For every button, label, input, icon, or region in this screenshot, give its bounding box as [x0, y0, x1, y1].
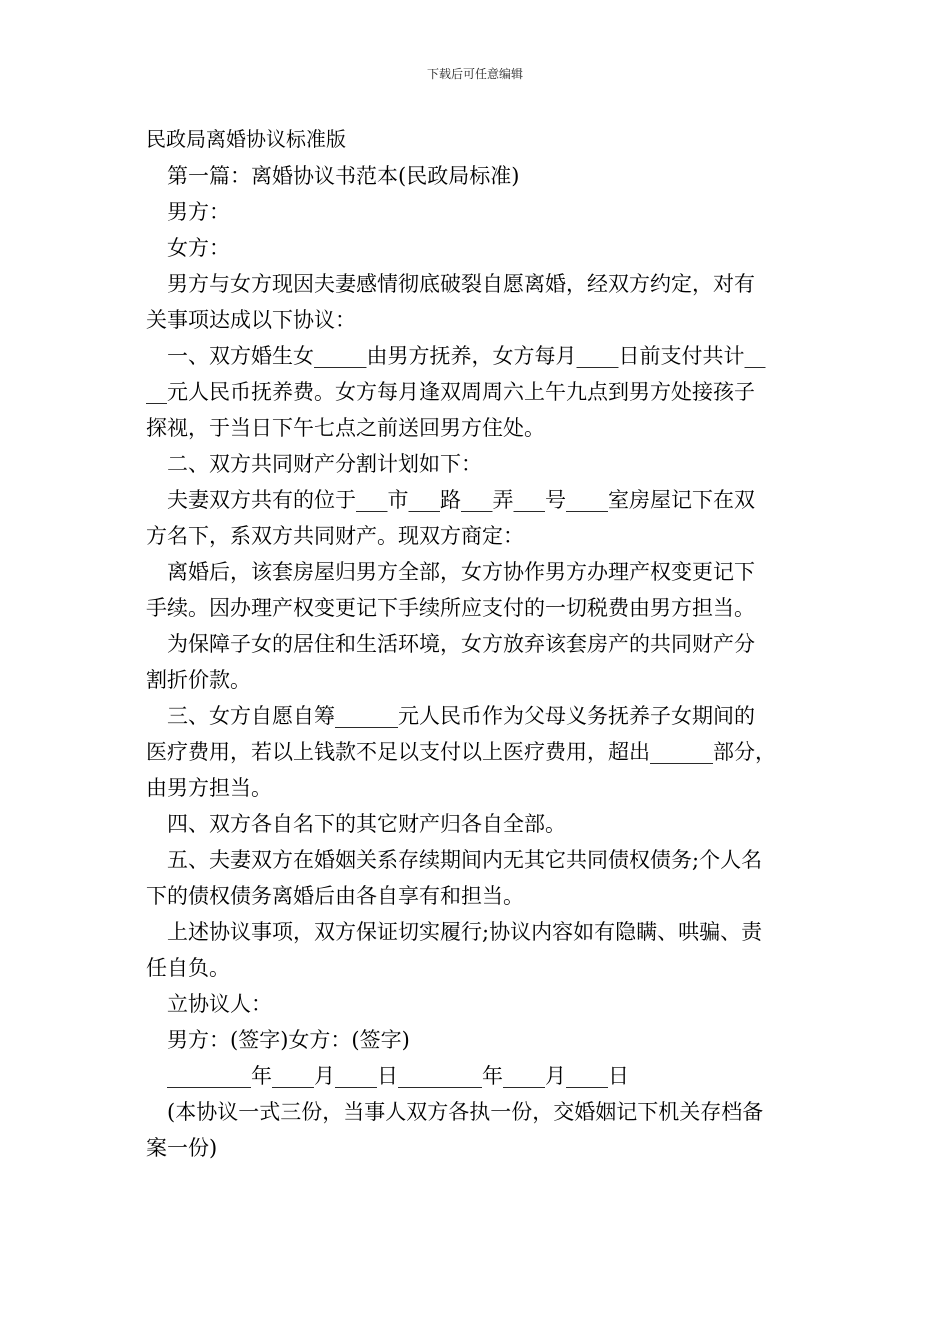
- clause-2-house-line-2: 方名下，系双方共同财产。现双方商定：: [146, 524, 524, 548]
- document-title: 民政局离婚协议标准版: [146, 127, 346, 151]
- clause-2-house-line-1: 夫妻双方共有的位于___市___路___弄___号____室房屋记下在双: [167, 488, 755, 512]
- clause-1-line-2: __元人民币抚养费。女方每月逢双周周六上午九点到男方处接孩子: [146, 380, 755, 404]
- signature-line: 男方：(签字)女方：(签字): [167, 1028, 410, 1052]
- clause-2-children-line-2: 割折价款。: [146, 668, 251, 692]
- document-subtitle: 第一篇：离婚协议书范本(民政局标准): [167, 164, 520, 188]
- clause-3-line-2: 医疗费用，若以上钱款不足以支付以上医疗费用，超出______部分，: [146, 740, 776, 764]
- intro-line-2: 关事项达成以下协议：: [146, 308, 356, 332]
- party-woman: 女方：: [167, 236, 230, 260]
- guarantee-line-2: 任自负。: [146, 956, 230, 980]
- clause-3-line-1: 三、女方自愿自筹______元人民币作为父母义务抚养子女期间的: [167, 704, 755, 728]
- clause-2-after-line-2: 手续。因办理产权变更记下手续所应支付的一切税费由男方担当。: [146, 596, 755, 620]
- note-line-1: (本协议一式三份，当事人双方各执一份，交婚姻记下机关存档备: [167, 1100, 764, 1124]
- clause-2-children-line-1: 为保障子女的居住和生活环境，女方放弃该套房产的共同财产分: [167, 632, 755, 656]
- guarantee-line-1: 上述协议事项，双方保证切实履行;协议内容如有隐瞒、哄骗、责: [167, 920, 763, 944]
- page-header: 下载后可任意编辑: [426, 67, 523, 81]
- clause-4: 四、双方各自名下的其它财产归各自全部。: [167, 812, 566, 836]
- clause-3-line-3: 由男方担当。: [146, 776, 272, 800]
- intro-line-1: 男方与女方现因夫妻感情彻底破裂自愿离婚，经双方约定，对有: [167, 272, 755, 296]
- clause-5-line-2: 下的债权债务离婚后由各自享有和担当。: [146, 884, 524, 908]
- document-body: [146, 122, 814, 1166]
- clause-2-after-line-1: 离婚后，该套房屋归男方全部，女方协作男方办理产权变更记下: [167, 560, 755, 584]
- note-line-2: 案一份): [146, 1136, 218, 1160]
- clause-1-line-1: 一、双方婚生女_____由男方抚养，女方每月____日前支付共计__: [167, 344, 766, 368]
- signers-label: 立协议人：: [167, 992, 272, 1016]
- clause-2-title: 二、双方共同财产分割计划如下：: [167, 452, 482, 476]
- clause-5-line-1: 五、夫妻双方在婚姻关系存续期间内无其它共同债权债务;个人名: [167, 848, 763, 872]
- party-man: 男方：: [167, 200, 230, 224]
- date-line: ________年____月____日________年____月____日: [167, 1064, 629, 1088]
- clause-1-line-3: 探视，于当日下午七点之前送回男方住处。: [146, 416, 545, 440]
